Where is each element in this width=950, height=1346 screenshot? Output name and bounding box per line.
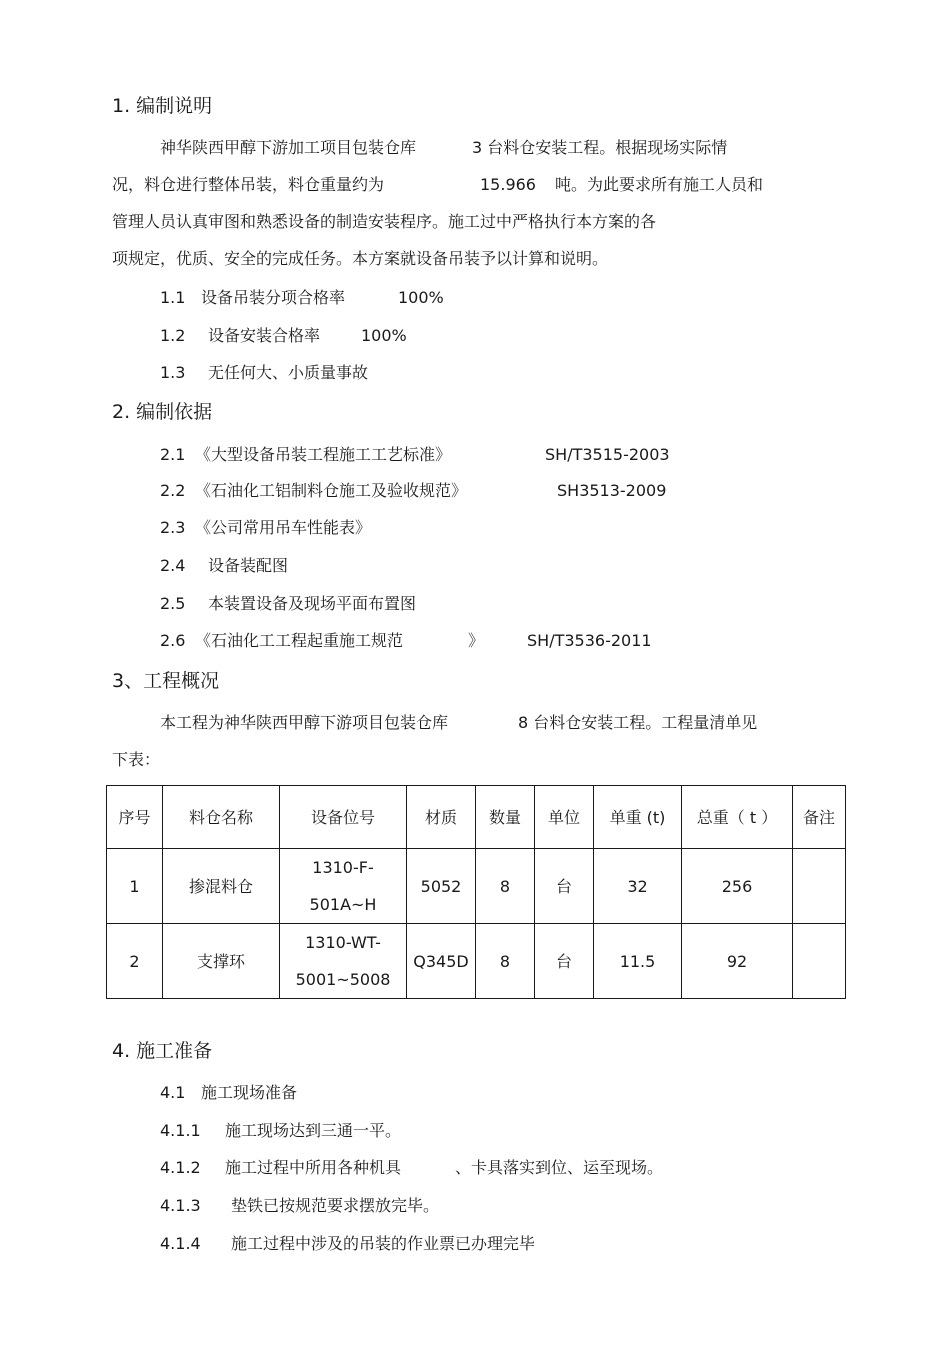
item-text: 《公司常用吊车性能表》	[195, 518, 372, 537]
cell-total-weight: 92	[682, 924, 793, 999]
item-number: 2.6	[160, 631, 186, 650]
column-header: 单重 (t)	[594, 786, 682, 849]
cell-tag	[280, 849, 407, 924]
cell-remark	[793, 849, 846, 924]
cell-name: 掺混料仓	[163, 849, 280, 924]
cell-remark	[793, 924, 846, 999]
cell-name: 支撑环	[163, 924, 280, 999]
column-header: 备注	[793, 786, 846, 849]
section-1-heading: 1. 编制说明	[112, 95, 213, 117]
section-3-heading: 3、工程概况	[112, 670, 220, 692]
item-number: 1.2	[160, 326, 186, 345]
cell-unit: 台	[535, 849, 594, 924]
column-header: 料仓名称	[163, 786, 280, 849]
table-row	[107, 849, 846, 924]
item-text: 施工现场达到三通一平。	[225, 1121, 402, 1140]
item-number: 1.3	[160, 363, 186, 382]
item-text: 施工过程中涉及的吊装的作业票已办理完毕	[231, 1234, 536, 1253]
item-number: 2.1	[160, 445, 186, 464]
item-text: 设备吊装分项合格率	[201, 288, 346, 307]
item-text: 《大型设备吊装工程施工工艺标准》	[195, 445, 452, 464]
paragraph-line: 管理人员认真审图和熟悉设备的制造安装程序。施工过中严格执行本方案的各	[112, 212, 657, 231]
section-4-heading: 4. 施工准备	[112, 1040, 213, 1062]
standard-code: SH/T3536-2011	[527, 631, 652, 650]
cell-no: 2	[107, 924, 163, 999]
standard-code: SH3513-2009	[557, 481, 667, 500]
cell-tag-line: 1310-WT-	[305, 933, 381, 952]
item-number: 2.5	[160, 594, 186, 613]
item-number: 4.1.1	[160, 1121, 201, 1140]
item-text: 无任何大、小质量事故	[208, 363, 369, 382]
subsection-number: 4.1	[160, 1083, 186, 1102]
table-header-row	[107, 786, 846, 849]
column-header: 设备位号	[280, 786, 407, 849]
item-number: 4.1.4	[160, 1234, 201, 1253]
table-row	[107, 924, 846, 999]
standard-code: SH/T3515-2003	[545, 445, 670, 464]
paragraph-line: 3 台料仓安装工程。根据现场实际情	[472, 138, 728, 157]
paragraph-line: 本工程为神华陕西甲醇下游项目包装仓库	[160, 713, 449, 732]
item-text: 设备安装合格率	[208, 326, 321, 345]
quantity-table	[106, 785, 846, 999]
item-value: 100%	[398, 288, 444, 307]
item-number: 2.3	[160, 518, 186, 537]
column-header: 总重（ t ）	[682, 786, 793, 849]
item-number: 4.1.2	[160, 1158, 201, 1177]
cell-qty: 8	[476, 924, 535, 999]
cell-tag-line: 5001~5008	[295, 970, 391, 989]
item-text: 设备装配图	[208, 556, 289, 575]
cell-tag	[280, 924, 407, 999]
item-number: 2.4	[160, 556, 186, 575]
item-number: 4.1.3	[160, 1196, 201, 1215]
cell-material: Q345D	[407, 924, 476, 999]
section-2-heading: 2. 编制依据	[112, 401, 213, 423]
item-number: 2.2	[160, 481, 186, 500]
cell-unit-weight: 32	[594, 849, 682, 924]
cell-unit-weight: 11.5	[594, 924, 682, 999]
column-header: 材质	[407, 786, 476, 849]
column-header: 数量	[476, 786, 535, 849]
cell-no: 1	[107, 849, 163, 924]
cell-material: 5052	[407, 849, 476, 924]
paragraph-line: 下表：	[112, 750, 161, 769]
paragraph-line: 况，料仓进行整体吊装，料仓重量约为	[112, 175, 385, 194]
paragraph-line: 神华陕西甲醇下游加工项目包装仓库	[160, 138, 417, 157]
item-value: 100%	[361, 326, 407, 345]
paragraph-line: 吨。为此要求所有施工人员和	[555, 175, 764, 194]
item-text-end: 》	[468, 631, 485, 650]
item-text: 垫铁已按规范要求摆放完毕。	[231, 1196, 440, 1215]
cell-tag-line: 501A~H	[309, 895, 377, 914]
item-number: 1.1	[160, 288, 186, 307]
column-header: 序号	[107, 786, 163, 849]
cell-qty: 8	[476, 849, 535, 924]
item-text-end: 、卡具落实到位、运至现场。	[455, 1158, 664, 1177]
subsection-title: 施工现场准备	[201, 1083, 298, 1102]
paragraph-line: 8 台料仓安装工程。工程量清单见	[518, 713, 758, 732]
cell-total-weight: 256	[682, 849, 793, 924]
column-header: 单位	[535, 786, 594, 849]
paragraph-line: 项规定，优质、安全的完成任务。本方案就设备吊装予以计算和说明。	[112, 249, 609, 268]
item-text: 施工过程中所用各种机具	[225, 1158, 402, 1177]
item-text: 《石油化工铝制料仓施工及验收规范》	[195, 481, 468, 500]
cell-unit: 台	[535, 924, 594, 999]
weight-value: 15.966	[480, 175, 536, 194]
item-text: 本装置设备及现场平面布置图	[208, 594, 417, 613]
item-text: 《石油化工工程起重施工规范	[195, 631, 404, 650]
cell-tag-line: 1310-F-	[312, 858, 374, 877]
